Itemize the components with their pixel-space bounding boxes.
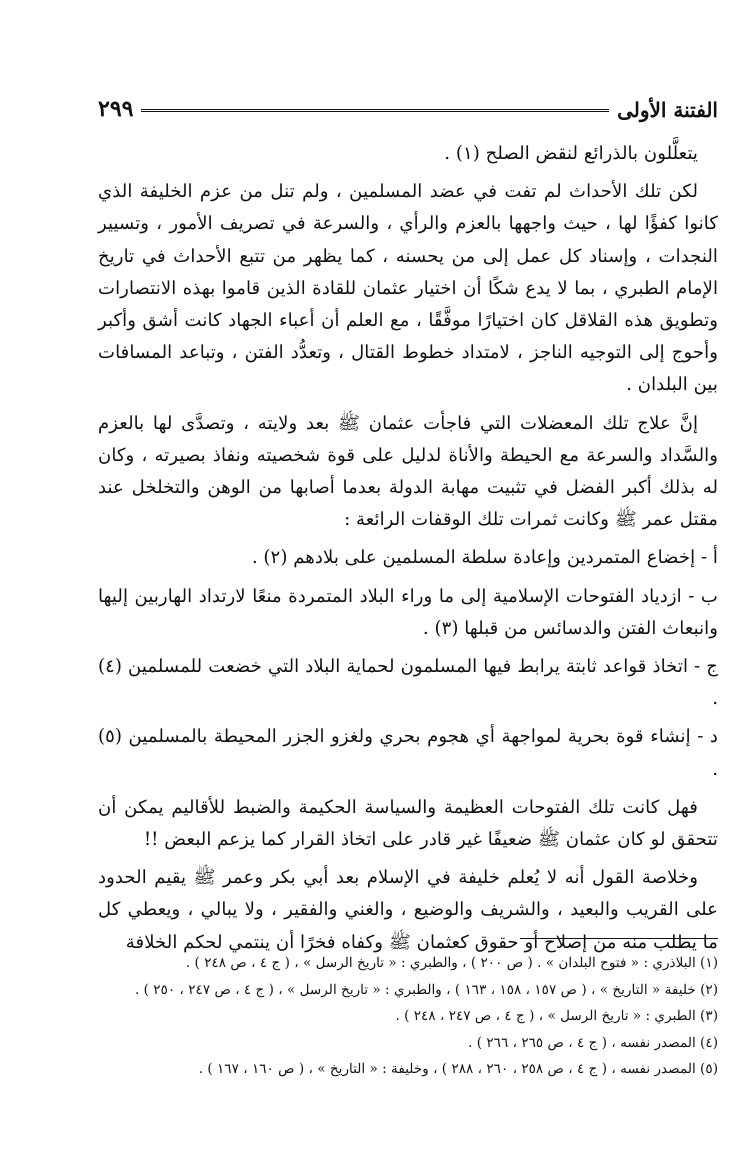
paragraph-events: لكن تلك الأحداث لم تفت في عضد المسلمين ، ولم تنل من عزم الخليفة الذي كانوا كفؤًا لها ، حيث واجهها بالعزم والرأي ، والسرعة في تصريف الأمور ، وتسيير النجدات ، وإسناد كل عمل إلى من يحسنه ، كما يظهر من تتبع الأحداث في تاريخ الإمام الطبري ، بما لا يدع شكًا أن اختيار عثمان للقادة الذين قاموا بهذه الانتصارات وتطويق هذه القلاقل كان اختيارًا موفَّقًا ، مع العلم أن أعباء الجهاد كانت أشق وأكبر وأحوج إلى التوجيه الناجز ، لامتداد خطوط القتال ، وتعدُّد الفتن ، وتباعد المسافات بين البلدان . [98, 181, 718, 396]
list-item-c: ج - اتخاذ قواعد ثابتة يرابط فيها المسلمون لحماية البلاد التي خضعت للمسلمين (٤) . [98, 656, 718, 710]
running-title: الفتنة الأولى [617, 98, 718, 122]
footnotes [98, 950, 718, 1083]
body-text [98, 138, 718, 965]
paragraph-continuation: يتعلَّلون بالذرائع لنقض الصلح (١) . [444, 143, 698, 164]
paragraph-question: فهل كانت تلك الفتوحات العظيمة والسياسة الحكيمة والضبط للأقاليم يمكن أن تتحقق لو كان عثمان ﷺ ضعيفًا غير قادر على اتخاذ القرار كما يزعم البعض !! [98, 796, 718, 851]
footnote-1: (١) البلاذري : « فتوح البلدان » . ( ص ٢٠٠ ) ، والطبري : « تاريخ الرسل » ، ( ج ٤ ، ص ٢٤٨ ) . [185, 955, 718, 971]
footnote-3: (٣) الطبري : « تاريخ الرسل » ، ( ج ٤ ، ص ٢٤٧ ، ٢٤٨ ) . [395, 1008, 718, 1024]
page-number: ٢٩٩ [98, 96, 134, 122]
list-item-a: أ - إخضاع المتمردين وإعادة سلطة المسلمين على بلادهم (٢) . [251, 547, 718, 569]
header-rule [141, 106, 609, 112]
footnote-2: (٢) خليفة « التاريخ » ، ( ص ١٥٧ ، ١٥٨ ، ١٦٣ ) ، والطبري : « تاريخ الرسل » ، ( ج ٤ ، ص ٢٤٧ ، ٢٥٠ ) . [135, 981, 718, 998]
list-item-b: ب - ازدياد الفتوحات الإسلامية إلى ما وراء البلاد المتمردة منعًا لارتداد الهاربين إليها وانبعاث الفتن والدسائس من قبلها (٣) . [98, 585, 718, 639]
footnote-4: (٤) المصدر نفسه ، ( ج ٤ ، ص ٢٦٥ ، ٢٦٦ ) . [468, 1034, 718, 1051]
list-item-d: د - إنشاء قوة بحرية لمواجهة أي هجوم بحري ولغزو الجزر المحيطة بالمسلمين (٥) . [98, 726, 718, 780]
footnote-5: (٥) المصدر نفسه ، ( ج ٤ ، ص ٢٥٨ ، ٢٦٠ ، ٢٨٨ ) ، وخليفة : « التاريخ » ، ( ص ١٦٠ ، ١٦٧ ) . [198, 1061, 718, 1077]
footnote-rule [520, 938, 718, 939]
paragraph-remedy: إنَّ علاج تلك المعضلات التي فاجأت عثمان ﷺ بعد ولايته ، وتصدَّى لها بالعزم والسَّداد والسرعة مع الحيطة والأناة لدليل على قوة شخصيته ونفاذ بصيرته ، وكان له بذلك أكبر الفضل في تثبيت مهابة الدولة بعدما أصابها من الوهن والتخلخل عند مقتل عمر ﷺ وكانت ثمرات تلك الوقفات الرائعة : [98, 412, 718, 531]
paragraph-summary: وخلاصة القول أنه لا يُعلم خليفة في الإسلام بعد أبي بكر وعمر ﷺ يقيم الحدود على القريب والبعيد ، والشريف والوضيع ، والغني والفقير ، ولا يبالي ، ويعطي كل ما يطلب منه من إصلاح أو حقوق كعثمان ﷺ وكفاه فخرًا أن ينتمي لحكم الخلافة [98, 867, 718, 953]
page-header [98, 88, 718, 122]
